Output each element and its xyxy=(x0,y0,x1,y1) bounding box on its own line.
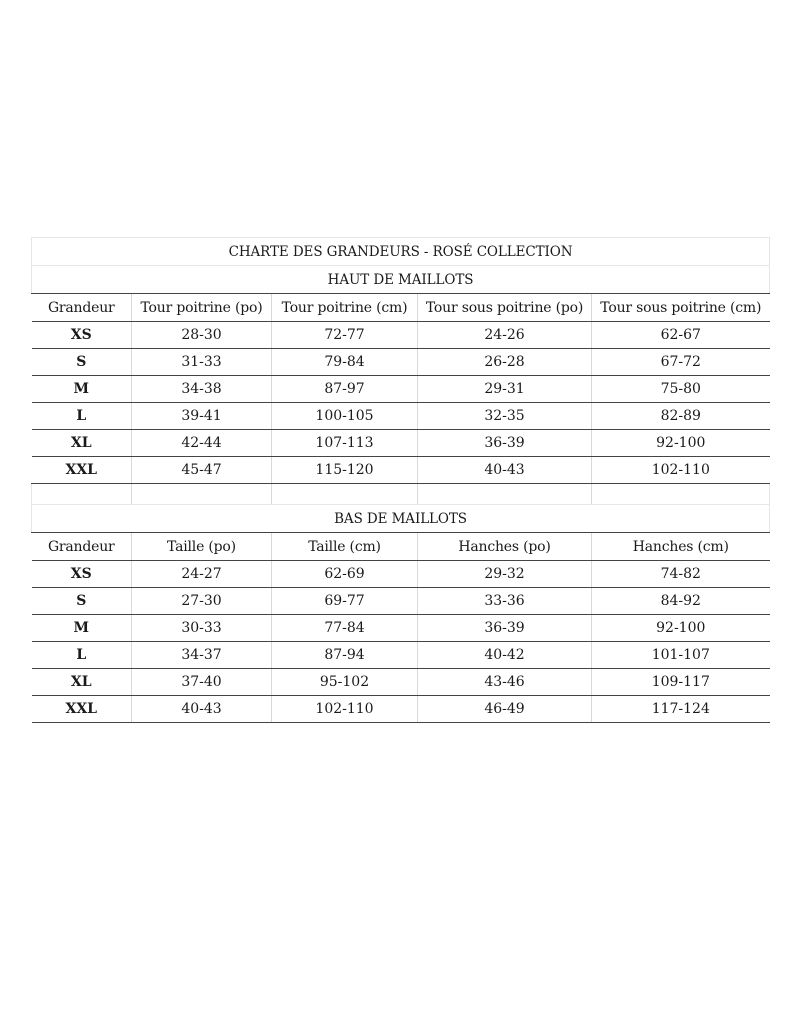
table-row xyxy=(32,430,770,457)
table-row xyxy=(32,457,770,484)
size-cell: XXL xyxy=(32,457,132,484)
table-row xyxy=(32,403,770,430)
size-cell: M xyxy=(32,376,132,403)
table-cell: 24-27 xyxy=(132,561,272,588)
size-cell: XL xyxy=(32,669,132,696)
table-cell: 46-49 xyxy=(418,696,592,723)
empty-cell xyxy=(418,484,592,505)
table-cell: 34-38 xyxy=(132,376,272,403)
table-row xyxy=(32,376,770,403)
table-cell: 62-67 xyxy=(592,322,770,349)
empty-cell xyxy=(32,484,132,505)
size-cell: L xyxy=(32,403,132,430)
table-cell: 36-39 xyxy=(418,615,592,642)
table-cell: 37-40 xyxy=(132,669,272,696)
bottom-header-row xyxy=(32,533,770,561)
table-cell: 33-36 xyxy=(418,588,592,615)
size-cell: XS xyxy=(32,322,132,349)
table-cell: 117-124 xyxy=(592,696,770,723)
table-cell: 102-110 xyxy=(592,457,770,484)
table-cell: 95-102 xyxy=(272,669,418,696)
table-row xyxy=(32,669,770,696)
column-header: Tour poitrine (po) xyxy=(132,294,272,322)
column-header: Hanches (po) xyxy=(418,533,592,561)
empty-cell xyxy=(592,484,770,505)
table-cell: 26-28 xyxy=(418,349,592,376)
table-row xyxy=(32,322,770,349)
column-header: Tour sous poitrine (po) xyxy=(418,294,592,322)
table-cell: 62-69 xyxy=(272,561,418,588)
table-cell: 34-37 xyxy=(132,642,272,669)
table-cell: 39-41 xyxy=(132,403,272,430)
size-cell: XXL xyxy=(32,696,132,723)
table-cell: 75-80 xyxy=(592,376,770,403)
table-cell: 77-84 xyxy=(272,615,418,642)
column-header: Taille (po) xyxy=(132,533,272,561)
table-cell: 79-84 xyxy=(272,349,418,376)
column-header: Tour sous poitrine (cm) xyxy=(592,294,770,322)
table-cell: 42-44 xyxy=(132,430,272,457)
top-header-row xyxy=(32,294,770,322)
section-title-bottom: BAS DE MAILLOTS xyxy=(32,505,770,533)
table-cell: 107-113 xyxy=(272,430,418,457)
table-cell: 100-105 xyxy=(272,403,418,430)
column-header: Grandeur xyxy=(32,294,132,322)
column-header: Tour poitrine (cm) xyxy=(272,294,418,322)
table-row xyxy=(32,642,770,669)
table-cell: 45-47 xyxy=(132,457,272,484)
column-header: Hanches (cm) xyxy=(592,533,770,561)
column-header: Taille (cm) xyxy=(272,533,418,561)
table-cell: 31-33 xyxy=(132,349,272,376)
table-cell: 92-100 xyxy=(592,615,770,642)
table-cell: 32-35 xyxy=(418,403,592,430)
column-header: Grandeur xyxy=(32,533,132,561)
table-cell: 74-82 xyxy=(592,561,770,588)
empty-cell xyxy=(132,484,272,505)
table-cell: 40-42 xyxy=(418,642,592,669)
size-cell: XS xyxy=(32,561,132,588)
table-cell: 72-77 xyxy=(272,322,418,349)
table-cell: 101-107 xyxy=(592,642,770,669)
size-cell: S xyxy=(32,349,132,376)
section-title-top: HAUT DE MAILLOTS xyxy=(32,266,770,294)
table-cell: 40-43 xyxy=(418,457,592,484)
table-row xyxy=(32,696,770,723)
table-cell: 82-89 xyxy=(592,403,770,430)
table-row xyxy=(32,349,770,376)
table-cell: 24-26 xyxy=(418,322,592,349)
spacer-row xyxy=(32,484,770,505)
table-cell: 87-97 xyxy=(272,376,418,403)
size-cell: S xyxy=(32,588,132,615)
table-cell: 69-77 xyxy=(272,588,418,615)
size-cell: L xyxy=(32,642,132,669)
table-cell: 28-30 xyxy=(132,322,272,349)
table-cell: 27-30 xyxy=(132,588,272,615)
table-cell: 30-33 xyxy=(132,615,272,642)
chart-title: CHARTE DES GRANDEURS - ROSÉ COLLECTION xyxy=(32,238,770,266)
size-cell: XL xyxy=(32,430,132,457)
table-cell: 29-32 xyxy=(418,561,592,588)
table-cell: 29-31 xyxy=(418,376,592,403)
empty-cell xyxy=(272,484,418,505)
table-cell: 36-39 xyxy=(418,430,592,457)
table-cell: 87-94 xyxy=(272,642,418,669)
size-chart-table xyxy=(31,237,770,723)
size-cell: M xyxy=(32,615,132,642)
table-cell: 40-43 xyxy=(132,696,272,723)
table-cell: 115-120 xyxy=(272,457,418,484)
table-cell: 43-46 xyxy=(418,669,592,696)
table-cell: 84-92 xyxy=(592,588,770,615)
table-row xyxy=(32,588,770,615)
table-cell: 67-72 xyxy=(592,349,770,376)
table-cell: 102-110 xyxy=(272,696,418,723)
table-cell: 109-117 xyxy=(592,669,770,696)
table-row xyxy=(32,615,770,642)
table-row xyxy=(32,561,770,588)
table-cell: 92-100 xyxy=(592,430,770,457)
